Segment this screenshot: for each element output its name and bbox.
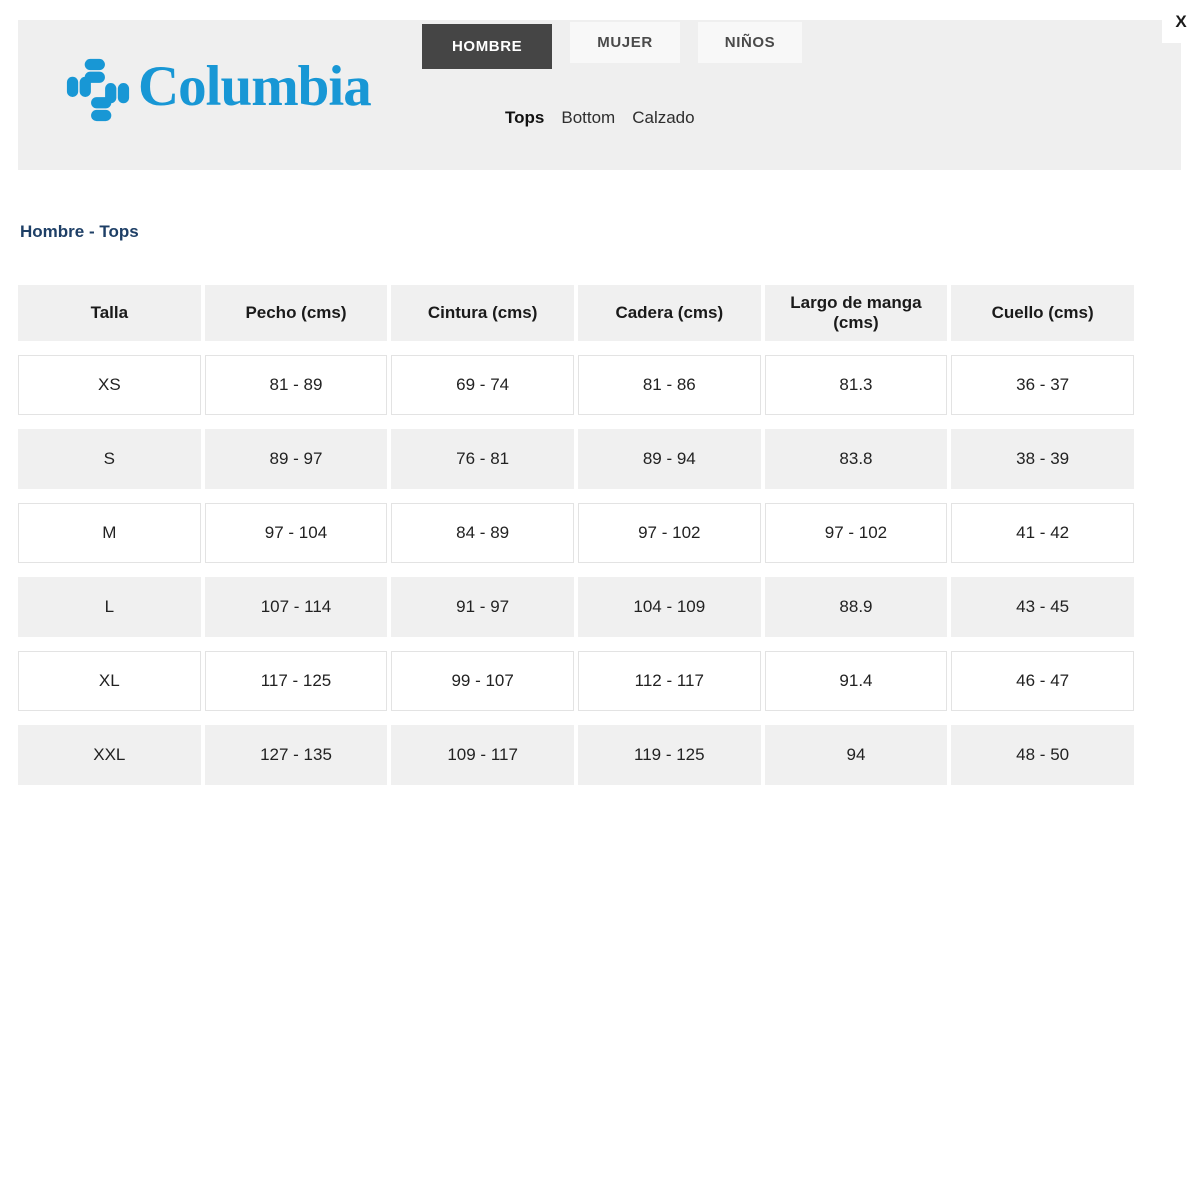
col-header-cuello: Cuello (cms) [951, 285, 1134, 341]
cell-pecho: 107 - 114 [205, 577, 388, 637]
cell-manga: 91.4 [765, 651, 948, 711]
table-row-xs [18, 355, 1134, 415]
columbia-logo-icon [62, 54, 134, 126]
cell-cuello: 36 - 37 [951, 355, 1134, 415]
gender-tabs [422, 22, 802, 69]
cell-manga: 83.8 [765, 429, 948, 489]
cell-pecho: 89 - 97 [205, 429, 388, 489]
cell-cintura: 69 - 74 [391, 355, 574, 415]
cell-talla: S [18, 429, 201, 489]
cell-manga: 88.9 [765, 577, 948, 637]
cell-pecho: 81 - 89 [205, 355, 388, 415]
table-row-l [18, 577, 1134, 637]
cell-pecho: 117 - 125 [205, 651, 388, 711]
col-header-manga: Largo de manga (cms) [765, 285, 948, 341]
cell-cintura: 84 - 89 [391, 503, 574, 563]
page-title: Hombre - Tops [20, 222, 139, 241]
close-button[interactable] [1162, 0, 1200, 43]
cell-cadera: 81 - 86 [578, 355, 761, 415]
brand-logo [62, 54, 371, 126]
cell-cuello: 38 - 39 [951, 429, 1134, 489]
cell-talla: XL [18, 651, 201, 711]
table-row-s [18, 429, 1134, 489]
cell-cintura: 109 - 117 [391, 725, 574, 785]
size-chart-table [14, 271, 1138, 799]
table-row-xl [18, 651, 1134, 711]
cell-cuello: 46 - 47 [951, 651, 1134, 711]
cell-pecho: 97 - 104 [205, 503, 388, 563]
cell-pecho: 127 - 135 [205, 725, 388, 785]
cell-talla: XXL [18, 725, 201, 785]
cell-manga: 97 - 102 [765, 503, 948, 563]
brand-wordmark: Columbia [138, 54, 371, 118]
cell-cadera: 119 - 125 [578, 725, 761, 785]
size-chart [14, 271, 1138, 799]
table-header-row [18, 285, 1134, 341]
cell-cadera: 97 - 102 [578, 503, 761, 563]
subtab-calzado[interactable]: Calzado [632, 108, 695, 127]
cell-cadera: 112 - 117 [578, 651, 761, 711]
table-row-m [18, 503, 1134, 563]
cell-cadera: 104 - 109 [578, 577, 761, 637]
table-row-xxl [18, 725, 1134, 785]
close-icon: X [1175, 11, 1187, 31]
tab-ninos[interactable]: NIÑOS [698, 22, 803, 63]
tab-hombre[interactable]: HOMBRE [422, 24, 552, 69]
subtab-bottom[interactable]: Bottom [561, 108, 616, 127]
cell-cintura: 76 - 81 [391, 429, 574, 489]
cell-manga: 94 [765, 725, 948, 785]
header-banner [18, 20, 1181, 170]
col-header-talla: Talla [18, 285, 201, 341]
subtab-tops[interactable]: Tops [505, 108, 545, 127]
col-header-cadera: Cadera (cms) [578, 285, 761, 341]
cell-talla: L [18, 577, 201, 637]
cell-cadera: 89 - 94 [578, 429, 761, 489]
category-subtabs [505, 108, 695, 128]
cell-cintura: 91 - 97 [391, 577, 574, 637]
cell-cuello: 43 - 45 [951, 577, 1134, 637]
cell-talla: XS [18, 355, 201, 415]
cell-manga: 81.3 [765, 355, 948, 415]
col-header-pecho: Pecho (cms) [205, 285, 388, 341]
cell-talla: M [18, 503, 201, 563]
cell-cuello: 48 - 50 [951, 725, 1134, 785]
cell-cintura: 99 - 107 [391, 651, 574, 711]
col-header-cintura: Cintura (cms) [391, 285, 574, 341]
tab-mujer[interactable]: MUJER [570, 22, 680, 63]
cell-cuello: 41 - 42 [951, 503, 1134, 563]
